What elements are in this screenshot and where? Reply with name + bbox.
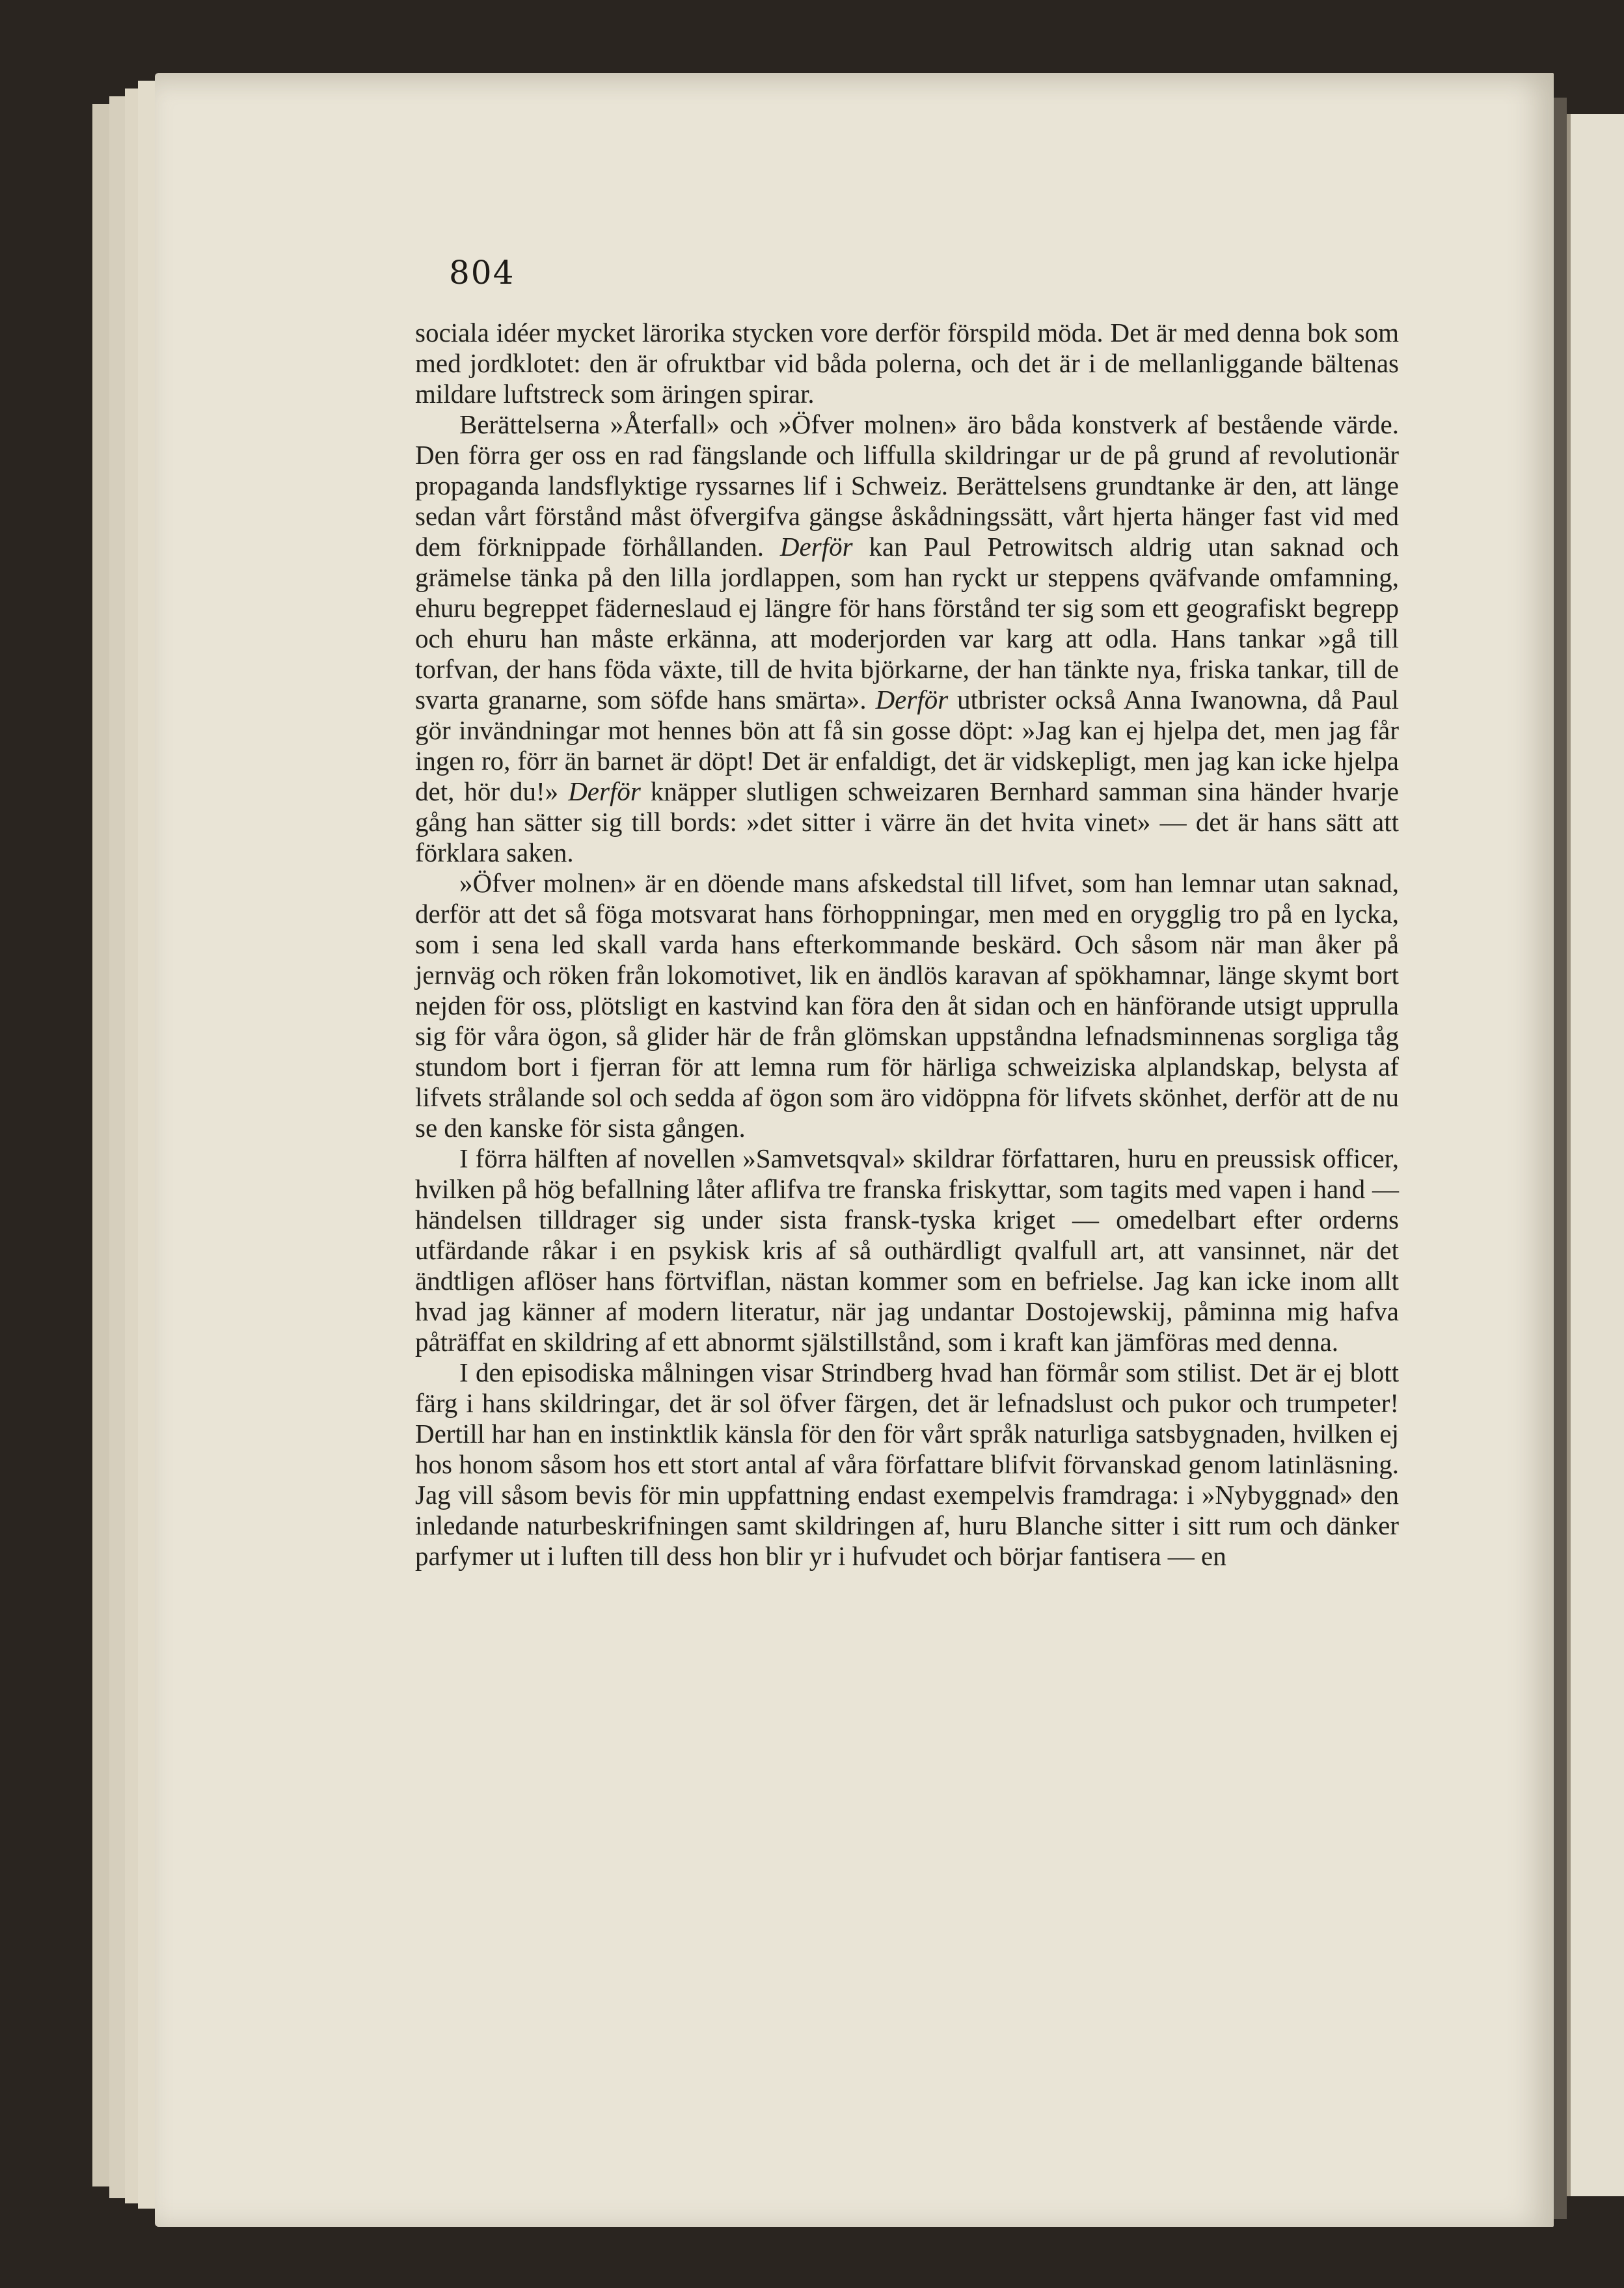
text-segment: utbrister också Anna Iwanowna, då Paul gör invändningar mot hennes bön att få sin gosse döpt: »Jag kan ej hjelpa det, men jag får ingen ro, förr än barnet är döpt! Det är enfaldigt, det är vidskepligt, men jag kan icke hjelpa det, hör du!» bbox=[415, 685, 1400, 806]
text-segment: sociala idéer mycket lärorika stycken vore derför förspild möda. Det är med denna bok som med jordklotet: den är ofruktbar vid båda polerna, och det är i de mellanliggande bältenas mildare luftstreck som äringen spirar. bbox=[415, 318, 1399, 409]
text-segment: Berättelserna »Återfall» och »Öfver molnen» äro båda konstverk af bestående värde. Den förra ger oss en rad fängslande och liffulla skildringar ur de på grund af revolutionär propaganda landsflyktige ryssarnes lif i Schweiz. Berättelsens grundtanke är den, att länge sedan vårt förstånd måst öfvergifva gängse åskådningssätt, vårt hjerta hänger fast vid med dem förknippade förhållanden. bbox=[415, 409, 1399, 562]
paragraph-p2 bbox=[415, 409, 1399, 868]
text-segment: kan Paul Petrowitsch aldrig utan saknad och grämelse tänka på den lilla jordlappen, som han ryckt ur steppens qväfvande omfamning, ehuru begreppet fäderneslaud ej längre för hans förstånd ter sig som ett geografiskt begrepp och ehuru han måste erkänna, att moderjorden var karg att odla. Hans tankar »gå till torfvan, der hans föda växte, till de hvita björkarne, der han tänkte nya, friska tankar, till de svarta granarne, som söfde hans smärta». bbox=[415, 532, 1399, 715]
paragraph-p5 bbox=[415, 1357, 1399, 1572]
page-number: 804 bbox=[449, 254, 515, 292]
book-gutter bbox=[1554, 98, 1567, 2219]
italic-emphasis: Derför bbox=[568, 776, 641, 806]
paragraph-p1 bbox=[415, 318, 1399, 409]
text-segment: »Öfver molnen» är en döende mans afskedstal till lifvet, som han lemnar utan saknad, derför att det så föga motsvarat hans förhoppningar, men med en orygglig tro på en lycka, som i sena led skall varda hans efterkommande beskärd. Och såsom när man åker på jernväg och röken från lokomotivet, lik en ändlös karavan af spökhamnar, länge skymt bort nejden för oss, plötsligt en kastvind kan föra den åt sidan och en hänförande utsigt upprulla sig för våra ögon, så glider här de från glömskan uppståndna lefnadsminnenas sorgliga tåg stundom bort i fjerran för att lemna rum för härliga schweiziska alplandskap, belysta af lifvets strålande sol och sedda af ögon som äro vidöppna för lifvets skönhet, derför att de nu se den kanske för sista gången. bbox=[415, 868, 1399, 1143]
text-segment: I den episodiska målningen visar Strindberg hvad han förmår som stilist. Det är ej blott färg i hans skildringar, det är sol öfver färgen, det är lefnadslust och pukor och trumpeter! Dertill har han en instinktlik känsla för den för vårt språk naturliga satsbygnaden, hvilken ej hos honom såsom hos ett stort antal af våra författare blifvit förvanskad genom latinläsning. Jag vill såsom bevis för min uppfattning endast exempelvis framdraga: i »Nybyggnad» den inledande naturbeskrifningen samt skildringen af, huru Blanche sitter i sitt rum och dänker parfymer ut i luften till dess hon blir yr i hufvudet och börjar fantisera — en bbox=[415, 1357, 1399, 1571]
paragraph-p4 bbox=[415, 1143, 1399, 1357]
paragraph-p3 bbox=[415, 868, 1399, 1143]
body-text bbox=[415, 318, 1399, 1572]
facing-page-edge bbox=[1567, 114, 1624, 2196]
italic-emphasis: Derför bbox=[875, 685, 949, 715]
text-segment: I förra hälften af novellen »Samvetsqval» skildrar författaren, huru en preussisk officer, hvilken på hög befallning låter aflifva tre franska friskyttar, som tagits med vapen i hand — händelsen tilldrager sig under sista fransk-tyska kriget — omedelbart efter orderns utfärdande råkar i en psykisk kris af så outhärdligt qvalfull art, att vansinnet, när det ändtligen aflöser hans förtviflan, nästan kommer som en befrielse. Jag kan icke inom allt hvad jag känner af modern literatur, när jag undantar Dostojewskij, påminna mig hafva påträffat en skildring af ett abnormt själstillstånd, som i kraft kan jämföras med denna. bbox=[415, 1143, 1399, 1357]
text-segment: knäpper slutligen schweizaren Bernhard samman sina händer hvarje gång han sätter sig till bords: »det sitter i värre än det hvita vinet» — det är hans sätt att förklara saken. bbox=[415, 776, 1399, 867]
italic-emphasis: Derför bbox=[779, 532, 853, 562]
